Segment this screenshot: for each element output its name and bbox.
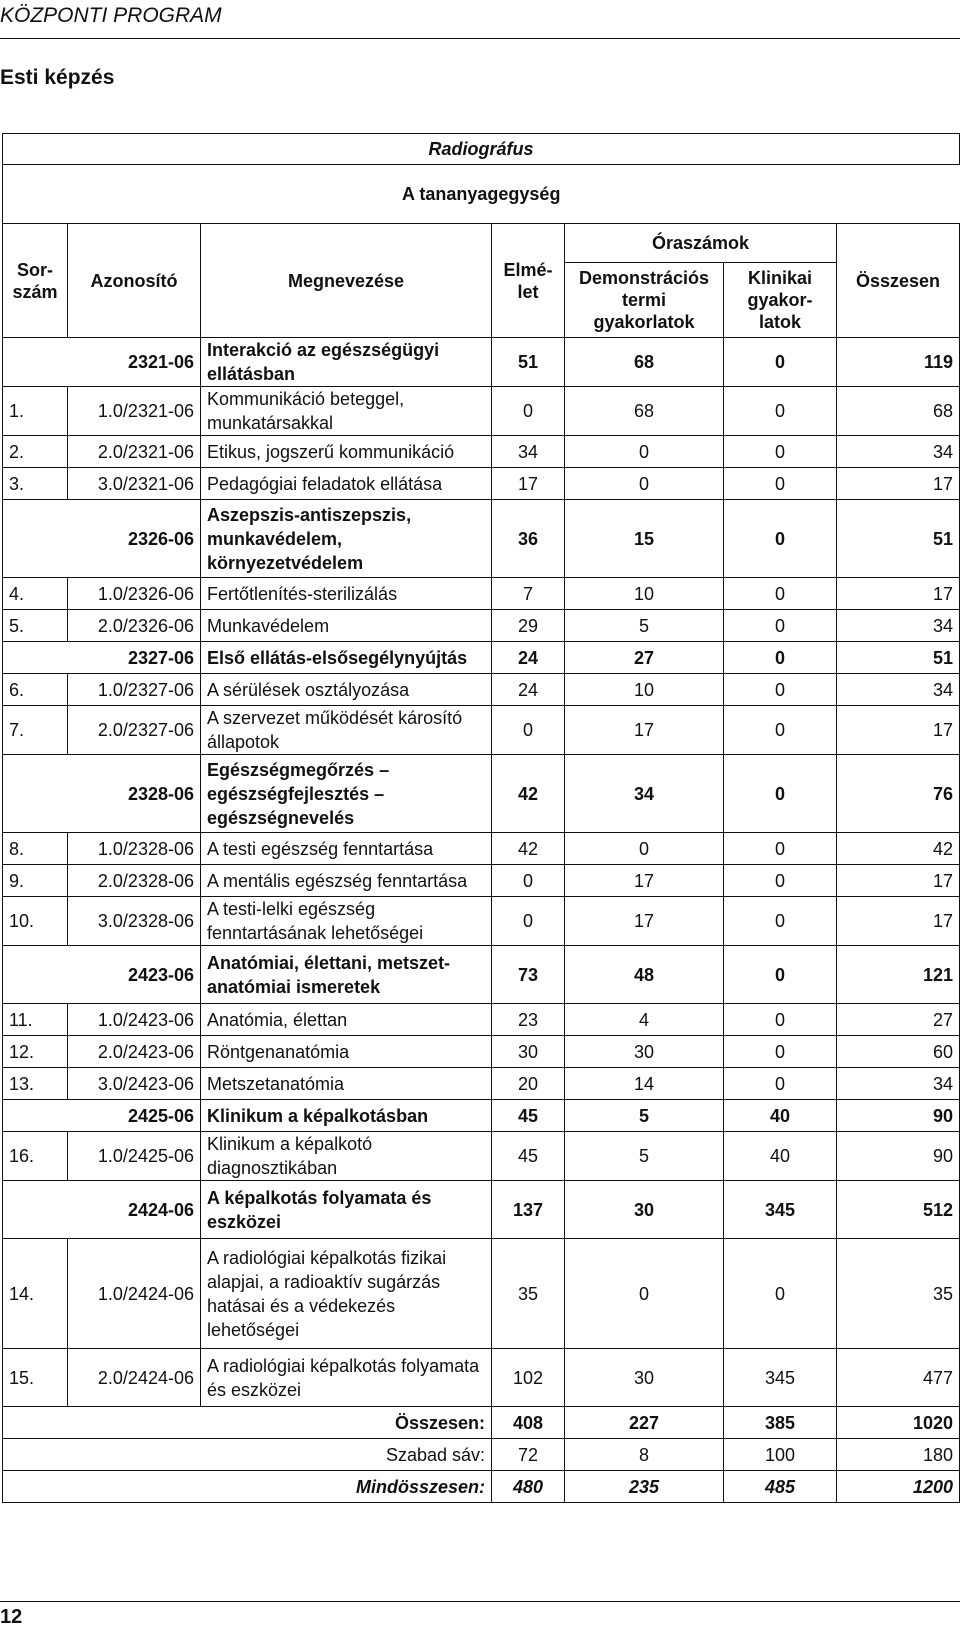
cell-megnevezes: Munkavédelem bbox=[201, 610, 492, 642]
cell-megnevezes: A radiológiai képalkotás fizikai alapjai, a radioaktív sugárzás hatásai és a védekezés lehetőségei bbox=[201, 1239, 492, 1349]
total-ossz: 180 bbox=[837, 1439, 960, 1471]
cell-klinikai: 0 bbox=[724, 1239, 837, 1349]
cell-klinikai: 0 bbox=[724, 338, 837, 387]
cell-azonosito: 2425-06 bbox=[68, 1100, 201, 1132]
cell-azonosito: 3.0/2328-06 bbox=[68, 897, 201, 946]
unit-header: A tananyagegység bbox=[3, 165, 960, 224]
cell-klinikai: 0 bbox=[724, 642, 837, 674]
cell-sorszam: 14. bbox=[3, 1239, 68, 1349]
total-blank bbox=[3, 1471, 201, 1503]
cell-elmelet: 45 bbox=[492, 1132, 565, 1181]
cell-azonosito: 1.0/2425-06 bbox=[68, 1132, 201, 1181]
table-row bbox=[3, 436, 960, 468]
total-elmelet: 72 bbox=[492, 1439, 565, 1471]
cell-sorszam: 8. bbox=[3, 833, 68, 865]
cell-sorszam: 4. bbox=[3, 578, 68, 610]
cell-sorszam: 5. bbox=[3, 610, 68, 642]
total-demo: 227 bbox=[565, 1407, 724, 1439]
cell-osszesen: 34 bbox=[837, 436, 960, 468]
cell-osszesen: 17 bbox=[837, 468, 960, 500]
cell-osszesen: 512 bbox=[837, 1181, 960, 1239]
cell-megnevezes: Metszetanatómia bbox=[201, 1068, 492, 1100]
cell-osszesen: 121 bbox=[837, 946, 960, 1004]
cell-megnevezes: Kommunikáció beteggel, munkatársakkal bbox=[201, 387, 492, 436]
cell-osszesen: 60 bbox=[837, 1036, 960, 1068]
cell-azonosito: 2328-06 bbox=[68, 755, 201, 833]
cell-elmelet: 0 bbox=[492, 387, 565, 436]
cell-demonstracios: 0 bbox=[565, 436, 724, 468]
cell-klinikai: 0 bbox=[724, 1036, 837, 1068]
footer-rule bbox=[0, 1601, 960, 1602]
cell-osszesen: 76 bbox=[837, 755, 960, 833]
cell-azonosito: 2.0/2327-06 bbox=[68, 706, 201, 755]
cell-sorszam: 13. bbox=[3, 1068, 68, 1100]
col-osszesen: Összesen bbox=[837, 224, 960, 338]
cell-demonstracios: 30 bbox=[565, 1036, 724, 1068]
total-klinikai: 100 bbox=[724, 1439, 837, 1471]
total-row bbox=[3, 1407, 960, 1439]
cell-azonosito: 2.0/2424-06 bbox=[68, 1349, 201, 1407]
cell-azonosito: 1.0/2424-06 bbox=[68, 1239, 201, 1349]
cell-osszesen: 42 bbox=[837, 833, 960, 865]
cell-klinikai: 0 bbox=[724, 865, 837, 897]
cell-sorszam: 11. bbox=[3, 1004, 68, 1036]
cell-klinikai: 0 bbox=[724, 1004, 837, 1036]
cell-demonstracios: 5 bbox=[565, 1132, 724, 1181]
cell-megnevezes: Klinikum a képalkotásban bbox=[201, 1100, 492, 1132]
table-row bbox=[3, 1349, 960, 1407]
cell-megnevezes: A mentális egészség fenntartása bbox=[201, 865, 492, 897]
cell-sorszam: 1. bbox=[3, 387, 68, 436]
cell-elmelet: 29 bbox=[492, 610, 565, 642]
col-sorszam: Sor-szám bbox=[3, 224, 68, 338]
table-row bbox=[3, 387, 960, 436]
cell-osszesen: 51 bbox=[837, 642, 960, 674]
header-rule bbox=[0, 38, 960, 39]
table-row bbox=[3, 1132, 960, 1181]
cell-elmelet: 34 bbox=[492, 436, 565, 468]
cell-azonosito: 1.0/2326-06 bbox=[68, 578, 201, 610]
cell-demonstracios: 30 bbox=[565, 1349, 724, 1407]
cell-sorszam: 10. bbox=[3, 897, 68, 946]
cell-klinikai: 0 bbox=[724, 387, 837, 436]
cell-megnevezes: Interakció az egészségügyi ellátásban bbox=[201, 338, 492, 387]
profession-title: Radiográfus bbox=[3, 134, 960, 165]
cell-osszesen: 34 bbox=[837, 1068, 960, 1100]
cell-osszesen: 17 bbox=[837, 706, 960, 755]
col-azonosito: Azonosító bbox=[68, 224, 201, 338]
cell-elmelet: 42 bbox=[492, 755, 565, 833]
curriculum-table bbox=[2, 133, 960, 1503]
cell-azonosito: 2321-06 bbox=[68, 338, 201, 387]
cell-demonstracios: 27 bbox=[565, 642, 724, 674]
cell-sorszam: 15. bbox=[3, 1349, 68, 1407]
total-blank bbox=[3, 1407, 201, 1439]
cell-klinikai: 0 bbox=[724, 674, 837, 706]
cell-elmelet: 24 bbox=[492, 674, 565, 706]
cell-demonstracios: 30 bbox=[565, 1181, 724, 1239]
cell-osszesen: 17 bbox=[837, 897, 960, 946]
cell-demonstracios: 17 bbox=[565, 897, 724, 946]
cell-osszesen: 34 bbox=[837, 674, 960, 706]
table-row bbox=[3, 706, 960, 755]
cell-klinikai: 0 bbox=[724, 578, 837, 610]
total-label: Mindösszesen: bbox=[201, 1471, 492, 1503]
cell-elmelet: 24 bbox=[492, 642, 565, 674]
cell-demonstracios: 5 bbox=[565, 1100, 724, 1132]
cell-elmelet: 20 bbox=[492, 1068, 565, 1100]
cell-demonstracios: 10 bbox=[565, 674, 724, 706]
cell-sorszam: 3. bbox=[3, 468, 68, 500]
table-row bbox=[3, 578, 960, 610]
table-row bbox=[3, 865, 960, 897]
cell-osszesen: 51 bbox=[837, 500, 960, 578]
module-row bbox=[3, 1181, 960, 1239]
cell-demonstracios: 0 bbox=[565, 468, 724, 500]
table-row bbox=[3, 468, 960, 500]
total-demo: 235 bbox=[565, 1471, 724, 1503]
module-row bbox=[3, 338, 960, 387]
cell-elmelet: 23 bbox=[492, 1004, 565, 1036]
cell-osszesen: 27 bbox=[837, 1004, 960, 1036]
cell-demonstracios: 5 bbox=[565, 610, 724, 642]
cell-demonstracios: 0 bbox=[565, 1239, 724, 1349]
cell-demonstracios: 17 bbox=[565, 865, 724, 897]
cell-osszesen: 90 bbox=[837, 1100, 960, 1132]
cell-demonstracios: 34 bbox=[565, 755, 724, 833]
cell-elmelet: 45 bbox=[492, 1100, 565, 1132]
cell-megnevezes: A testi-lelki egészség fenntartásának lehetőségei bbox=[201, 897, 492, 946]
cell-klinikai: 0 bbox=[724, 468, 837, 500]
cell-azonosito: 2.0/2328-06 bbox=[68, 865, 201, 897]
cell-elmelet: 73 bbox=[492, 946, 565, 1004]
cell-megnevezes: Aszepszis-antiszepszis, munkavédelem, környezetvédelem bbox=[201, 500, 492, 578]
cell-megnevezes: Egészségmegőrzés – egészségfejlesztés – egészségnevelés bbox=[201, 755, 492, 833]
cell-sorszam bbox=[3, 946, 68, 1004]
col-klinikai: Klinikai gyakor-latok bbox=[724, 263, 837, 338]
cell-megnevezes: A testi egészség fenntartása bbox=[201, 833, 492, 865]
cell-sorszam: 9. bbox=[3, 865, 68, 897]
cell-osszesen: 119 bbox=[837, 338, 960, 387]
col-oraszamok: Óraszámok bbox=[565, 224, 837, 263]
total-label: Szabad sáv: bbox=[201, 1439, 492, 1471]
col-elmelet: Elmé-let bbox=[492, 224, 565, 338]
cell-megnevezes: Első ellátás-elsősegélynyújtás bbox=[201, 642, 492, 674]
cell-megnevezes: A szervezet működését károsító állapotok bbox=[201, 706, 492, 755]
cell-elmelet: 0 bbox=[492, 706, 565, 755]
cell-klinikai: 0 bbox=[724, 500, 837, 578]
cell-osszesen: 477 bbox=[837, 1349, 960, 1407]
cell-sorszam: 7. bbox=[3, 706, 68, 755]
cell-azonosito: 2.0/2321-06 bbox=[68, 436, 201, 468]
table-row bbox=[3, 674, 960, 706]
cell-elmelet: 30 bbox=[492, 1036, 565, 1068]
module-row bbox=[3, 946, 960, 1004]
cell-elmelet: 102 bbox=[492, 1349, 565, 1407]
cell-sorszam: 2. bbox=[3, 436, 68, 468]
cell-megnevezes: Röntgenanatómia bbox=[201, 1036, 492, 1068]
col-megnevezes: Megnevezése bbox=[201, 224, 492, 338]
cell-klinikai: 0 bbox=[724, 897, 837, 946]
module-row bbox=[3, 500, 960, 578]
cell-osszesen: 35 bbox=[837, 1239, 960, 1349]
total-ossz: 1020 bbox=[837, 1407, 960, 1439]
cell-klinikai: 40 bbox=[724, 1132, 837, 1181]
cell-megnevezes: A sérülések osztályozása bbox=[201, 674, 492, 706]
cell-demonstracios: 48 bbox=[565, 946, 724, 1004]
total-elmelet: 408 bbox=[492, 1407, 565, 1439]
cell-megnevezes: A radiológiai képalkotás folyamata és eszközei bbox=[201, 1349, 492, 1407]
running-head: KÖZPONTI PROGRAM bbox=[0, 4, 222, 27]
cell-klinikai: 0 bbox=[724, 436, 837, 468]
cell-elmelet: 17 bbox=[492, 468, 565, 500]
cell-azonosito: 2326-06 bbox=[68, 500, 201, 578]
total-row bbox=[3, 1439, 960, 1471]
cell-azonosito: 2424-06 bbox=[68, 1181, 201, 1239]
cell-klinikai: 0 bbox=[724, 833, 837, 865]
cell-elmelet: 0 bbox=[492, 897, 565, 946]
cell-demonstracios: 0 bbox=[565, 833, 724, 865]
cell-sorszam bbox=[3, 500, 68, 578]
total-label: Összesen: bbox=[201, 1407, 492, 1439]
cell-megnevezes: Fertőtlenítés-sterilizálás bbox=[201, 578, 492, 610]
cell-elmelet: 51 bbox=[492, 338, 565, 387]
cell-demonstracios: 4 bbox=[565, 1004, 724, 1036]
page-number: 12 bbox=[0, 1606, 23, 1628]
table-row bbox=[3, 610, 960, 642]
cell-azonosito: 3.0/2321-06 bbox=[68, 468, 201, 500]
total-ossz: 1200 bbox=[837, 1471, 960, 1503]
cell-sorszam: 6. bbox=[3, 674, 68, 706]
module-row bbox=[3, 755, 960, 833]
table-row bbox=[3, 897, 960, 946]
cell-megnevezes: A képalkotás folyamata és eszközei bbox=[201, 1181, 492, 1239]
total-elmelet: 480 bbox=[492, 1471, 565, 1503]
cell-klinikai: 40 bbox=[724, 1100, 837, 1132]
cell-azonosito: 1.0/2327-06 bbox=[68, 674, 201, 706]
cell-demonstracios: 68 bbox=[565, 387, 724, 436]
cell-demonstracios: 15 bbox=[565, 500, 724, 578]
total-blank bbox=[3, 1439, 201, 1471]
cell-sorszam bbox=[3, 642, 68, 674]
cell-azonosito: 2.0/2423-06 bbox=[68, 1036, 201, 1068]
table-row bbox=[3, 1004, 960, 1036]
cell-megnevezes: Etikus, jogszerű kommunikáció bbox=[201, 436, 492, 468]
module-row bbox=[3, 1100, 960, 1132]
cell-klinikai: 0 bbox=[724, 755, 837, 833]
cell-elmelet: 35 bbox=[492, 1239, 565, 1349]
cell-sorszam bbox=[3, 755, 68, 833]
cell-azonosito: 2.0/2326-06 bbox=[68, 610, 201, 642]
cell-demonstracios: 17 bbox=[565, 706, 724, 755]
cell-azonosito: 1.0/2321-06 bbox=[68, 387, 201, 436]
total-klinikai: 485 bbox=[724, 1471, 837, 1503]
cell-elmelet: 137 bbox=[492, 1181, 565, 1239]
table-row bbox=[3, 1239, 960, 1349]
cell-demonstracios: 14 bbox=[565, 1068, 724, 1100]
cell-azonosito: 3.0/2423-06 bbox=[68, 1068, 201, 1100]
section-title: Esti képzés bbox=[0, 66, 115, 89]
cell-sorszam bbox=[3, 1100, 68, 1132]
total-row bbox=[3, 1471, 960, 1503]
cell-megnevezes: Anatómiai, élettani, metszet-anatómiai ismeretek bbox=[201, 946, 492, 1004]
table-body bbox=[3, 338, 960, 1503]
cell-osszesen: 34 bbox=[837, 610, 960, 642]
cell-azonosito: 1.0/2328-06 bbox=[68, 833, 201, 865]
cell-elmelet: 7 bbox=[492, 578, 565, 610]
cell-sorszam bbox=[3, 1181, 68, 1239]
cell-sorszam: 12. bbox=[3, 1036, 68, 1068]
cell-osszesen: 17 bbox=[837, 578, 960, 610]
cell-elmelet: 42 bbox=[492, 833, 565, 865]
cell-klinikai: 345 bbox=[724, 1181, 837, 1239]
cell-osszesen: 17 bbox=[837, 865, 960, 897]
cell-demonstracios: 68 bbox=[565, 338, 724, 387]
cell-klinikai: 0 bbox=[724, 946, 837, 1004]
total-klinikai: 385 bbox=[724, 1407, 837, 1439]
cell-azonosito: 1.0/2423-06 bbox=[68, 1004, 201, 1036]
cell-sorszam: 16. bbox=[3, 1132, 68, 1181]
cell-osszesen: 90 bbox=[837, 1132, 960, 1181]
cell-megnevezes: Pedagógiai feladatok ellátása bbox=[201, 468, 492, 500]
module-row bbox=[3, 642, 960, 674]
cell-osszesen: 68 bbox=[837, 387, 960, 436]
cell-megnevezes: Anatómia, élettan bbox=[201, 1004, 492, 1036]
cell-azonosito: 2327-06 bbox=[68, 642, 201, 674]
cell-klinikai: 0 bbox=[724, 610, 837, 642]
cell-klinikai: 0 bbox=[724, 706, 837, 755]
cell-megnevezes: Klinikum a képalkotó diagnosztikában bbox=[201, 1132, 492, 1181]
table-row bbox=[3, 1036, 960, 1068]
col-demonstracios: Demonstrációs termi gyakorlatok bbox=[565, 263, 724, 338]
cell-elmelet: 36 bbox=[492, 500, 565, 578]
cell-klinikai: 0 bbox=[724, 1068, 837, 1100]
table-row bbox=[3, 833, 960, 865]
table-row bbox=[3, 1068, 960, 1100]
cell-elmelet: 0 bbox=[492, 865, 565, 897]
cell-demonstracios: 10 bbox=[565, 578, 724, 610]
total-demo: 8 bbox=[565, 1439, 724, 1471]
cell-klinikai: 345 bbox=[724, 1349, 837, 1407]
cell-azonosito: 2423-06 bbox=[68, 946, 201, 1004]
cell-sorszam bbox=[3, 338, 68, 387]
